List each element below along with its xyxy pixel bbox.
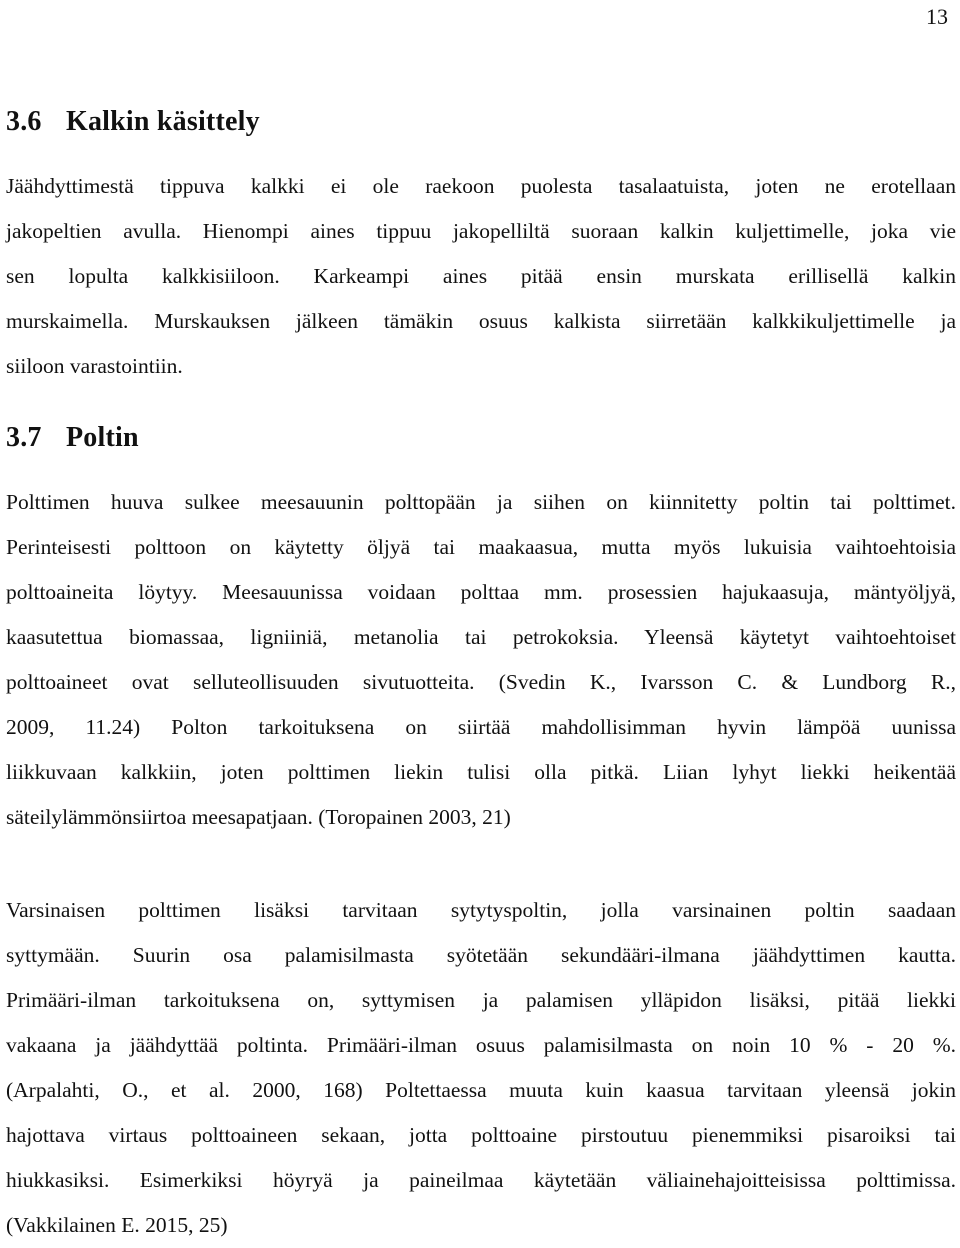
paragraph-line: hiukkasiksi. Esimerkiksi höyryä ja paineilmaa käytetään väliainehajoitteisissa polttimissa.: [6, 1168, 956, 1192]
page-number: 13: [926, 4, 948, 29]
paragraph-line: 2009, 11.24) Polton tarkoituksena on siirtää mahdollisimman hyvin lämpöä uunissa: [6, 715, 956, 739]
paragraph-poltin-1: [6, 480, 956, 840]
paragraph-line: siiloon varastointiin.: [6, 354, 183, 378]
paragraph-line: säteilylämmönsiirtoa meesapatjaan. (Toropainen 2003, 21): [6, 805, 511, 829]
paragraph-line: Polttimen huuva sulkee meesauunin polttopään ja siihen on kiinnitetty poltin tai polttimet.: [6, 490, 956, 514]
paragraph-line: murskaimella. Murskauksen jälkeen tämäkin osuus kalkista siirretään kalkkikuljettimelle ja: [6, 309, 956, 333]
section-heading-3-6: [6, 106, 260, 138]
paragraph-line: hajottava virtaus polttoaineen sekaan, jotta polttoaine pirstoutuu pienemmiksi pisaroiksi tai: [6, 1123, 956, 1147]
section-title: Poltin: [66, 422, 139, 453]
section-number: 3.6: [6, 106, 42, 137]
paragraph-line: liikkuvaan kalkkiin, joten polttimen liekin tulisi olla pitkä. Liian lyhyt liekki heikentää: [6, 760, 956, 784]
paragraph-line: sen lopulta kalkkisiiloon. Karkeampi aines pitää ensin murskata erillisellä kalkin: [6, 264, 956, 288]
paragraph-poltin-2: [6, 888, 956, 1248]
paragraph-line: Perinteisesti polttoon on käytetty öljyä tai maakaasua, mutta myös lukuisia vaihtoehtoisia: [6, 535, 956, 559]
paragraph-line: Varsinaisen polttimen lisäksi tarvitaan sytytyspoltin, jolla varsinainen poltin saadaan: [6, 898, 956, 922]
paragraph-line: syttymään. Suurin osa palamisilmasta syötetään sekundääri-ilmana jäähdyttimen kautta.: [6, 943, 956, 967]
paragraph-line: Jäähdyttimestä tippuva kalkki ei ole raekoon puolesta tasalaatuista, joten ne erotellaan: [6, 174, 956, 198]
paragraph-line: Primääri-ilman tarkoituksena on, syttymisen ja palamisen ylläpidon lisäksi, pitää liekki: [6, 988, 956, 1012]
section-number: 3.7: [6, 422, 42, 453]
paragraph-line: jakopeltien avulla. Hienompi aines tippuu jakopelliltä suoraan kalkin kuljettimelle, joka vie: [6, 219, 956, 243]
paragraph-line: kaasutettua biomassaa, ligniiniä, metanolia tai petrokoksia. Yleensä käytetyt vaihtoehtoiset: [6, 625, 956, 649]
section-heading-3-7: [6, 422, 139, 454]
paragraph-line: polttoaineet ovat selluteollisuuden sivutuotteita. (Svedin K., Ivarsson C. & Lundborg R.,: [6, 670, 956, 694]
paragraph-line: polttoaineita löytyy. Meesauunissa voidaan polttaa mm. prosessien hajukaasuja, mäntyöljyä,: [6, 580, 956, 604]
paragraph-kalkin-kasittely: [6, 164, 956, 389]
paragraph-line: (Arpalahti, O., et al. 2000, 168) Poltettaessa muuta kuin kaasua tarvitaan yleensä jokin: [6, 1078, 956, 1102]
paragraph-line: (Vakkilainen E. 2015, 25): [6, 1213, 228, 1237]
paragraph-line: vakaana ja jäähdyttää poltinta. Primääri-ilman osuus palamisilmasta on noin 10 % - 20 %.: [6, 1033, 956, 1057]
section-title: Kalkin käsittely: [66, 106, 260, 137]
